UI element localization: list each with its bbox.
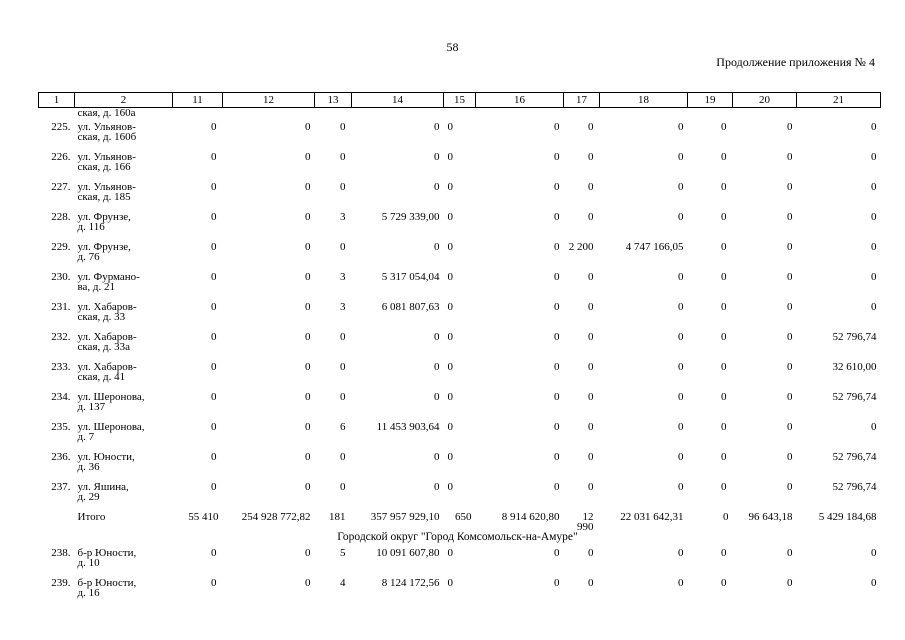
address-line-2: ская, д. 33а	[77, 341, 130, 353]
value-cell: 0	[721, 421, 727, 433]
value-cell: 0	[588, 547, 594, 559]
value-cell: 0	[721, 151, 727, 163]
value-cell: 52 796,74	[832, 331, 877, 343]
address-cell	[75, 576, 173, 606]
value-cell: 0	[554, 211, 560, 223]
address-line-2: ская, д. 33	[77, 311, 126, 323]
section-title: Городской округ "Город Комсомольск-на-Амуре"	[337, 531, 578, 543]
row-number: 225.	[51, 121, 71, 133]
column-header: 12	[223, 93, 315, 108]
value-cell: 0	[447, 361, 453, 373]
value-cell: 5	[340, 547, 346, 559]
address-line-2: д. 36	[77, 461, 100, 473]
address-cell	[75, 270, 173, 300]
fragment-address: ская, д. 160а	[77, 107, 136, 119]
value-cell: 0	[871, 421, 877, 433]
address-line-2: д. 76	[77, 251, 100, 263]
value-cell: 0	[305, 361, 311, 373]
value-cell: 0	[721, 451, 727, 463]
value-cell: 0	[447, 481, 453, 493]
value-cell: 0	[554, 547, 560, 559]
value-cell: 0	[678, 121, 684, 133]
value-cell: 0	[340, 121, 346, 133]
row-number: 234.	[51, 391, 71, 403]
value-cell: 0	[588, 181, 594, 193]
address-cell	[75, 480, 173, 510]
column-header: 1	[39, 93, 75, 108]
value-cell: 4 747 166,05	[625, 241, 684, 253]
value-cell: 0	[447, 451, 453, 463]
column-header: 20	[733, 93, 797, 108]
address-line-1: ул. Яшина,	[77, 481, 129, 493]
value-cell: 0	[434, 331, 440, 343]
value-cell: 0	[588, 331, 594, 343]
address-line-1: ул. Ульянов-	[77, 121, 136, 133]
row-number: 230.	[51, 271, 71, 283]
row-number: 233.	[51, 361, 71, 373]
value-cell: 0	[305, 391, 311, 403]
value-cell: 0	[678, 151, 684, 163]
address-line-2: д. 116	[77, 221, 105, 233]
address-line-1: ул. Фрунзе,	[77, 211, 131, 223]
value-cell: 0	[678, 577, 684, 589]
column-header: 13	[315, 93, 352, 108]
address-cell	[75, 240, 173, 270]
value-cell: 0	[305, 181, 311, 193]
address-line-1: ул. Фрунзе,	[77, 241, 131, 253]
value-cell: 0	[678, 421, 684, 433]
row-number: 227.	[51, 181, 71, 193]
value-cell: 0	[340, 361, 346, 373]
address-line-2: д. 29	[77, 491, 100, 503]
column-header: 16	[476, 93, 564, 108]
value-cell: 0	[588, 121, 594, 133]
value-cell: 0	[211, 451, 217, 463]
value-cell: 0	[434, 361, 440, 373]
value-cell: 0	[434, 241, 440, 253]
value-cell: 0	[554, 421, 560, 433]
value-cell: 0	[787, 547, 793, 559]
address-line-2: ская, д. 185	[77, 191, 131, 203]
address-cell	[75, 420, 173, 450]
total-value: 181	[329, 511, 346, 523]
value-cell: 0	[211, 301, 217, 313]
value-cell: 0	[678, 361, 684, 373]
address-line-1: ул. Шеронова,	[77, 391, 145, 403]
row-number: 237.	[51, 481, 71, 493]
value-cell: 0	[211, 421, 217, 433]
value-cell: 0	[554, 271, 560, 283]
address-line-1: ул. Фурмано-	[77, 271, 140, 283]
total-value: 357 957 929,10	[370, 511, 440, 523]
address-line-1: б-р Юности,	[77, 577, 137, 589]
value-cell: 0	[787, 211, 793, 223]
row-number: 232.	[51, 331, 71, 343]
value-cell: 0	[554, 151, 560, 163]
continuation-note: Продолжение приложения № 4	[716, 55, 875, 69]
column-header: 19	[688, 93, 733, 108]
value-cell: 0	[787, 121, 793, 133]
value-cell: 0	[871, 211, 877, 223]
value-cell: 0	[721, 361, 727, 373]
value-cell: 0	[554, 481, 560, 493]
address-line-1: ул. Ульянов-	[77, 151, 136, 163]
value-cell: 0	[211, 271, 217, 283]
value-cell: 0	[871, 241, 877, 253]
column-header: 18	[600, 93, 688, 108]
table-row	[39, 420, 881, 450]
value-cell: 0	[871, 547, 877, 559]
row-number: 239.	[51, 577, 71, 589]
value-cell: 11 453 903,64	[376, 421, 440, 433]
value-cell: 0	[340, 481, 346, 493]
value-cell: 0	[554, 181, 560, 193]
table-row	[39, 360, 881, 390]
value-cell: 0	[588, 421, 594, 433]
table-row	[39, 546, 881, 576]
value-cell: 0	[678, 391, 684, 403]
value-cell: 8 124 172,56	[381, 577, 440, 589]
value-cell: 0	[871, 301, 877, 313]
value-cell: 0	[787, 451, 793, 463]
value-cell: 0	[447, 547, 453, 559]
value-cell: 0	[678, 481, 684, 493]
address-line-2: ская, д. 166	[77, 161, 131, 173]
value-cell: 0	[721, 577, 727, 589]
value-cell: 0	[305, 121, 311, 133]
table-row	[39, 390, 881, 420]
address-cell	[75, 390, 173, 420]
total-value: 22 031 642,31	[620, 511, 684, 523]
value-cell: 0	[721, 481, 727, 493]
value-cell: 0	[340, 241, 346, 253]
value-cell: 0	[434, 481, 440, 493]
page-number: 58	[446, 40, 459, 54]
total-value: 12 990	[577, 511, 594, 533]
column-header: 11	[173, 93, 223, 108]
table-row	[39, 150, 881, 180]
column-header: 14	[352, 93, 444, 108]
value-cell: 0	[787, 301, 793, 313]
value-cell: 0	[787, 481, 793, 493]
value-cell: 0	[434, 391, 440, 403]
address-line-1: ул. Хабаров-	[77, 331, 137, 343]
value-cell: 5 317 054,04	[381, 271, 440, 283]
value-cell: 0	[721, 271, 727, 283]
value-cell: 0	[787, 271, 793, 283]
value-cell: 0	[588, 577, 594, 589]
address-line-2: д. 7	[77, 431, 95, 443]
value-cell: 0	[340, 391, 346, 403]
table-row	[39, 210, 881, 240]
column-header: 2	[75, 93, 173, 108]
table-row	[39, 576, 881, 606]
value-cell: 0	[447, 151, 453, 163]
value-cell: 0	[554, 121, 560, 133]
table-row	[39, 120, 881, 150]
value-cell: 0	[721, 181, 727, 193]
address-cell	[75, 120, 173, 150]
value-cell: 0	[787, 331, 793, 343]
address-cell	[75, 300, 173, 330]
row-number: 226.	[51, 151, 71, 163]
value-cell: 0	[871, 181, 877, 193]
value-cell: 0	[434, 151, 440, 163]
value-cell: 0	[211, 241, 217, 253]
value-cell: 0	[721, 241, 727, 253]
value-cell: 0	[721, 301, 727, 313]
value-cell: 0	[211, 331, 217, 343]
value-cell: 0	[340, 331, 346, 343]
value-cell: 0	[678, 211, 684, 223]
address-line-2: ская, д. 41	[77, 371, 126, 383]
address-line-1: б-р Юности,	[77, 547, 137, 559]
value-cell: 32 610,00	[832, 361, 877, 373]
total-row	[39, 510, 881, 532]
value-cell: 0	[678, 181, 684, 193]
value-cell: 0	[447, 271, 453, 283]
value-cell: 3	[340, 301, 346, 313]
value-cell: 0	[447, 241, 453, 253]
value-cell: 0	[434, 181, 440, 193]
value-cell: 0	[305, 331, 311, 343]
value-cell: 0	[678, 547, 684, 559]
table-row	[39, 240, 881, 270]
value-cell: 0	[787, 421, 793, 433]
total-value: 5 429 184,68	[818, 511, 877, 523]
column-header: 21	[797, 93, 881, 108]
value-cell: 0	[554, 577, 560, 589]
value-cell: 0	[305, 271, 311, 283]
value-cell: 0	[678, 301, 684, 313]
value-cell: 0	[721, 391, 727, 403]
value-cell: 0	[340, 181, 346, 193]
column-header: 17	[564, 93, 600, 108]
value-cell: 0	[305, 151, 311, 163]
address-line-2: ва, д. 21	[77, 281, 116, 293]
value-cell: 0	[554, 391, 560, 403]
total-value: 0	[723, 511, 729, 523]
address-cell	[75, 546, 173, 576]
total-value: 55 410	[188, 511, 219, 523]
value-cell: 0	[447, 331, 453, 343]
address-line-1: ул. Шеронова,	[77, 421, 145, 433]
value-cell: 0	[588, 271, 594, 283]
row-number: 236.	[51, 451, 71, 463]
value-cell: 0	[588, 391, 594, 403]
value-cell: 0	[305, 241, 311, 253]
value-cell: 0	[588, 301, 594, 313]
value-cell: 0	[211, 547, 217, 559]
table-row	[39, 270, 881, 300]
value-cell: 2 200	[568, 241, 594, 253]
address-line-2: д. 10	[77, 557, 100, 569]
value-cell: 6	[340, 421, 346, 433]
address-cell	[75, 180, 173, 210]
value-cell: 6 081 807,63	[381, 301, 440, 313]
address-cell	[75, 150, 173, 180]
value-cell: 0	[305, 421, 311, 433]
value-cell: 0	[554, 241, 560, 253]
address-cell	[75, 210, 173, 240]
column-header: 15	[444, 93, 476, 108]
value-cell: 0	[678, 271, 684, 283]
value-cell: 0	[678, 451, 684, 463]
value-cell: 0	[305, 481, 311, 493]
value-cell: 0	[787, 181, 793, 193]
address-cell	[75, 330, 173, 360]
value-cell: 0	[211, 181, 217, 193]
value-cell: 0	[787, 577, 793, 589]
row-number: 235.	[51, 421, 71, 433]
value-cell: 0	[871, 151, 877, 163]
table-row	[39, 330, 881, 360]
value-cell: 0	[305, 577, 311, 589]
value-cell: 0	[787, 241, 793, 253]
total-label: Итого	[77, 511, 106, 523]
value-cell: 0	[434, 121, 440, 133]
value-cell: 4	[340, 577, 346, 589]
value-cell: 0	[787, 151, 793, 163]
value-cell: 0	[554, 361, 560, 373]
value-cell: 0	[340, 451, 346, 463]
address-cell	[75, 450, 173, 480]
value-cell: 0	[447, 421, 453, 433]
value-cell: 0	[871, 121, 877, 133]
table-row	[39, 300, 881, 330]
value-cell: 0	[340, 151, 346, 163]
row-number: 229.	[51, 241, 71, 253]
value-cell: 52 796,74	[832, 391, 877, 403]
value-cell: 5 729 339,00	[381, 211, 440, 223]
value-cell: 0	[588, 451, 594, 463]
value-cell: 0	[305, 451, 311, 463]
value-cell: 0	[447, 121, 453, 133]
value-cell: 0	[211, 577, 217, 589]
value-cell: 10 091 607,80	[376, 547, 440, 559]
value-cell: 0	[211, 391, 217, 403]
header-row	[39, 93, 881, 108]
value-cell: 52 796,74	[832, 481, 877, 493]
value-cell: 3	[340, 211, 346, 223]
value-cell: 0	[871, 271, 877, 283]
value-cell: 0	[588, 361, 594, 373]
address-line-1: ул. Ульянов-	[77, 181, 136, 193]
total-value: 650	[455, 511, 472, 523]
address-line-2: д. 137	[77, 401, 106, 413]
address-line-2: д. 16	[77, 587, 100, 599]
address-cell	[75, 360, 173, 390]
value-cell: 0	[305, 547, 311, 559]
total-value: 8 914 620,80	[501, 511, 560, 523]
value-cell: 0	[305, 211, 311, 223]
value-cell: 0	[447, 301, 453, 313]
value-cell: 0	[447, 211, 453, 223]
value-cell: 52 796,74	[832, 451, 877, 463]
value-cell: 0	[721, 211, 727, 223]
value-cell: 0	[721, 331, 727, 343]
value-cell: 0	[554, 451, 560, 463]
appendix-table	[38, 92, 881, 606]
value-cell: 0	[447, 391, 453, 403]
value-cell: 0	[787, 361, 793, 373]
fragment-row	[39, 108, 881, 121]
value-cell: 0	[211, 361, 217, 373]
value-cell: 0	[554, 331, 560, 343]
table-row	[39, 450, 881, 480]
value-cell: 0	[211, 151, 217, 163]
value-cell: 0	[721, 121, 727, 133]
value-cell: 0	[211, 481, 217, 493]
value-cell: 0	[588, 211, 594, 223]
address-line-1: ул. Юности,	[77, 451, 135, 463]
address-line-1: ул. Хабаров-	[77, 301, 137, 313]
value-cell: 0	[678, 331, 684, 343]
row-number: 238.	[51, 547, 71, 559]
table-row	[39, 180, 881, 210]
table-row	[39, 480, 881, 510]
value-cell: 0	[787, 391, 793, 403]
value-cell: 0	[554, 301, 560, 313]
total-value: 96 643,18	[748, 511, 793, 523]
value-cell: 0	[211, 121, 217, 133]
value-cell: 0	[434, 451, 440, 463]
value-cell: 0	[721, 547, 727, 559]
value-cell: 0	[447, 577, 453, 589]
row-number: 231.	[51, 301, 71, 313]
section-title-row	[39, 532, 881, 546]
value-cell: 0	[211, 211, 217, 223]
address-line-1: ул. Хабаров-	[77, 361, 137, 373]
value-cell: 0	[447, 181, 453, 193]
total-value: 254 928 772,82	[241, 511, 311, 523]
value-cell: 0	[305, 301, 311, 313]
value-cell: 0	[588, 481, 594, 493]
value-cell: 0	[871, 577, 877, 589]
row-number: 228.	[51, 211, 71, 223]
value-cell: 0	[588, 151, 594, 163]
address-line-2: ская, д. 160б	[77, 131, 137, 143]
value-cell: 3	[340, 271, 346, 283]
